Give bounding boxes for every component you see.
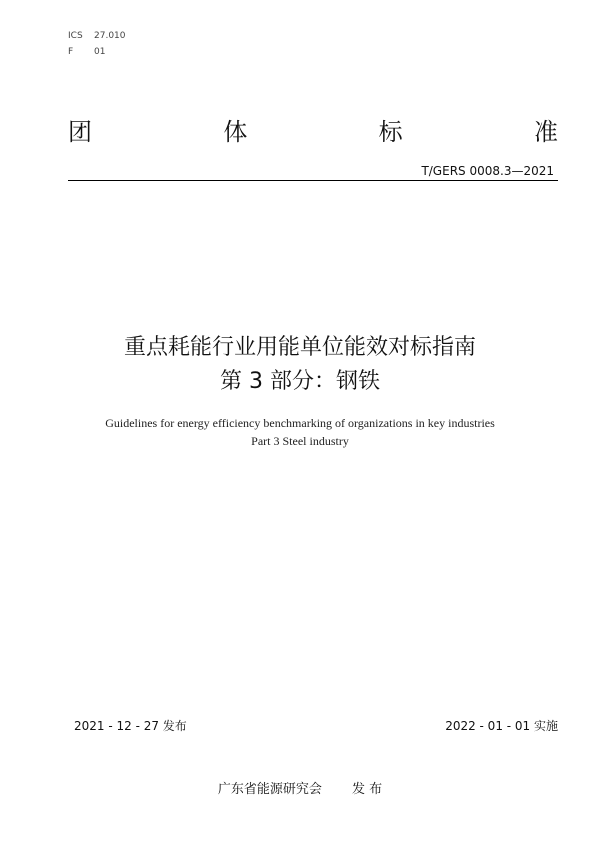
title-en-line1: Guidelines for energy efficiency benchmarking of organizations in key industries bbox=[105, 416, 495, 430]
standard-type bbox=[68, 112, 558, 147]
standard-type-char: 准 bbox=[533, 118, 558, 146]
classification-codes bbox=[68, 28, 126, 60]
ics-label: ICS bbox=[68, 31, 83, 41]
dates bbox=[74, 717, 558, 734]
issue-date: 2021 - 12 - 27 发布 bbox=[74, 719, 187, 733]
implement-date: 2022 - 01 - 01 实施 bbox=[445, 719, 558, 733]
ccs-label: F bbox=[68, 47, 74, 57]
title-cn-line1: 重点耗能行业用能单位能效对标指南 bbox=[123, 335, 476, 360]
publisher-name: 广东省能源研究会 bbox=[217, 782, 322, 797]
header-rule bbox=[68, 180, 558, 181]
publisher-action: 发 布 bbox=[351, 782, 383, 797]
standard-type-char: 标 bbox=[378, 118, 403, 146]
title-en-line2: Part 3 Steel industry bbox=[251, 434, 349, 448]
ics-value: 27.010 bbox=[94, 31, 126, 41]
standard-type-char: 团 bbox=[68, 118, 92, 146]
standard-number: T/GERS 0008.3—2021 bbox=[421, 164, 554, 178]
ccs-value: 01 bbox=[94, 47, 106, 57]
publisher bbox=[0, 778, 600, 797]
title-cn-line2: 第 3 部分：钢铁 bbox=[220, 369, 380, 394]
standard-type-char: 体 bbox=[223, 118, 248, 146]
